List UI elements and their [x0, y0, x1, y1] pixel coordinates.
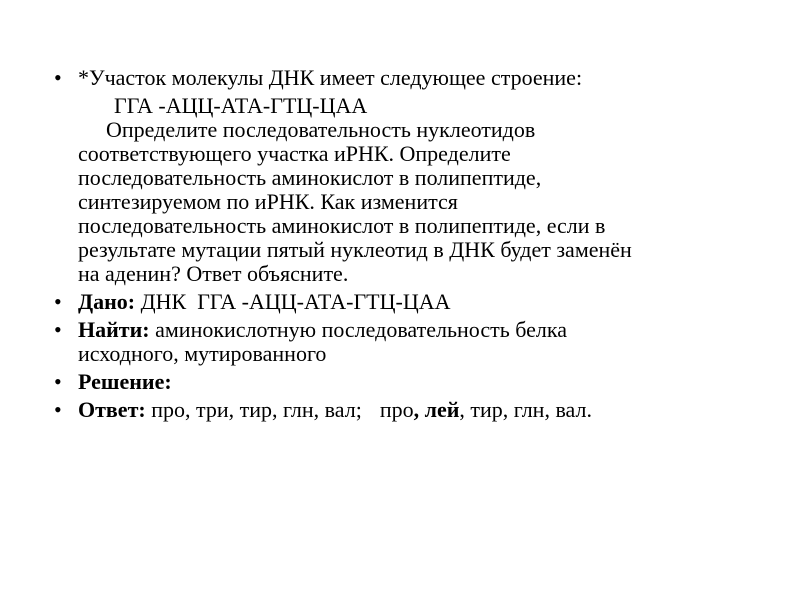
answer-label: Ответ: [78, 397, 146, 422]
answer-mutant-rest: , тир, глн, вал. [459, 397, 592, 422]
answer-line [78, 398, 768, 422]
find-label: Найти: [78, 317, 150, 342]
given-label: Дано: [78, 289, 136, 314]
bullet: • [54, 369, 62, 394]
find-item [48, 318, 768, 366]
answer-mutant-changed: , лей [413, 397, 460, 422]
task-line: соответствующего участка иРНК. Определите [78, 141, 511, 166]
given-item [48, 290, 768, 314]
slide-content [48, 66, 768, 426]
task-line: на аденин? Ответ объясните. [78, 261, 349, 286]
dna-sequence: ГГА -АЦЦ-АТА-ГТЦ-ЦАА [114, 93, 368, 118]
solution-item [48, 370, 768, 394]
bullet: • [54, 397, 62, 422]
task-title: *Участок молекулы ДНК имеет следующее строение: [78, 65, 583, 90]
answer-mutant-prefix: про [379, 397, 414, 422]
given-text: ДНК ГГА -АЦЦ-АТА-ГТЦ-ЦАА [135, 289, 451, 314]
task-line: синтезируемом по иРНК. Как изменится [78, 189, 458, 214]
solution-label: Решение: [78, 369, 172, 394]
answer-item [48, 398, 768, 422]
find-text-continued: исходного, мутированного [78, 341, 327, 366]
task-line: результате мутации пятый нуклеотид в ДНК будет заменён [78, 237, 632, 262]
bullet: • [54, 317, 62, 342]
task-item [48, 66, 768, 286]
find-text: аминокислотную последовательность белка [149, 317, 567, 342]
find-line [78, 318, 768, 342]
task-description [78, 118, 768, 286]
task-line: последовательность аминокислот в полипептиде, если в [78, 213, 606, 238]
given-line [78, 290, 768, 314]
answer-original: про, три, тир, глн, вал; [145, 397, 362, 422]
bullet: • [54, 65, 62, 90]
bullet: • [54, 289, 62, 314]
task-line: Определите последовательность нуклеотидов [106, 117, 536, 142]
task-line: последовательность аминокислот в полипептиде, [78, 165, 542, 190]
